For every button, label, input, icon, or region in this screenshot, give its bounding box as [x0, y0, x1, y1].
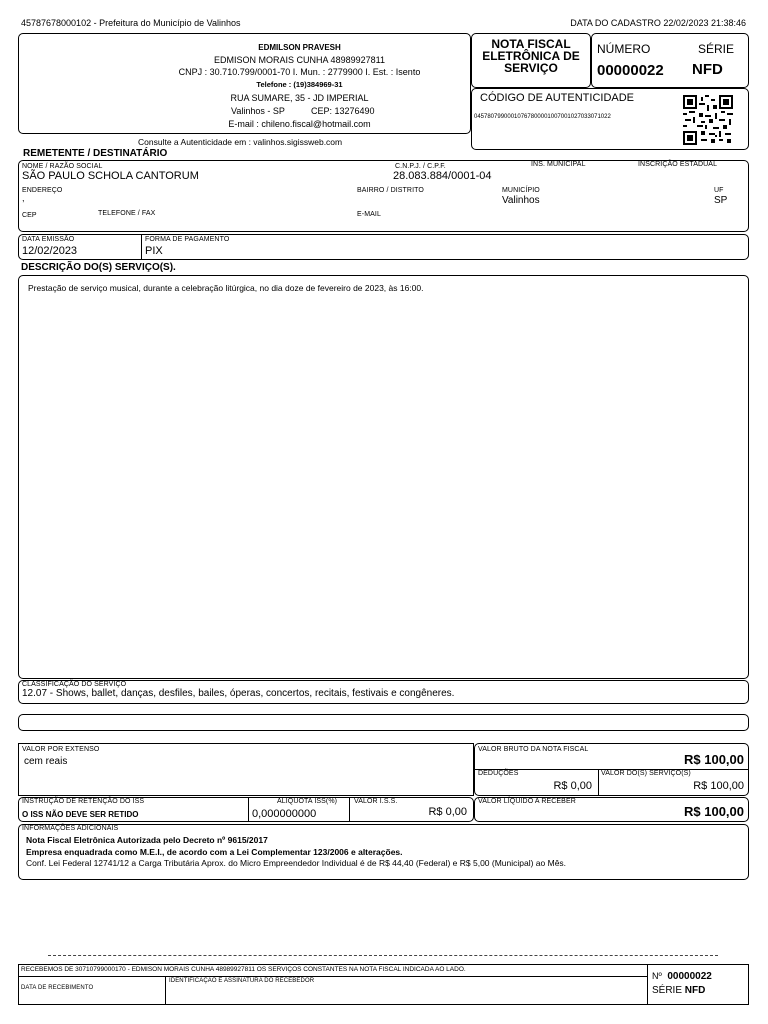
municipio-value: Valinhos [502, 195, 540, 206]
classificacao-value: 12.07 - Shows, ballet, danças, desfiles, bailes, óperas, concertos, recitais, festivais e congêneres. [22, 688, 455, 699]
issuer-name: EDMILSON PRAVESH [258, 43, 341, 52]
email-label: E-MAIL [357, 211, 381, 218]
top-right-text: DATA DO CADASTRO 22/02/2023 21:38:46 [570, 18, 746, 28]
retencao-value: O ISS NÃO DEVE SER RETIDO [22, 810, 139, 819]
valor-servicos-value: R$ 100,00 [693, 780, 744, 792]
receipt-ident-label: IDENTIFICAÇÃO E ASSINATURA DO RECEBEDOR [169, 978, 315, 984]
info-label: INFORMAÇÕES ADICIONAIS [22, 825, 119, 832]
nf-title: NOTA FISCAL ELETRÔNICA DE SERVIÇO [482, 37, 580, 75]
cnpj-label: C.N.P.J. / C.P.F. [395, 163, 446, 170]
auth-code: 04578079900010767800001007001027033071022 [474, 114, 611, 120]
forma-pagamento-label: FORMA DE PAGAMENTO [145, 236, 230, 243]
info-line3: Conf. Lei Federal 12741/12 a Carga Tributária Aprox. do Micro Empreendedor Individual é de R$ 44,40 (Federal) e R$ 5,00 (Municipal) ao Mês. [26, 858, 567, 868]
endereco-label: ENDEREÇO [22, 187, 63, 194]
aliquota-label: ALIQUOTA ISS(%) [277, 798, 338, 805]
emissao-box [18, 234, 749, 260]
classificacao-label: CLASSIFICAÇÃO DO SERVIÇO [22, 681, 127, 688]
numero-value: 00000022 [597, 62, 664, 79]
servicos-title: DESCRIÇÃO DO(S) SERVIÇO(S). [21, 262, 176, 273]
serie-value: NFD [692, 61, 723, 78]
receipt-no: Nº 00000022 [652, 971, 712, 982]
extenso-label: VALOR POR EXTENSO [22, 746, 100, 753]
municipio-label: MUNICÍPIO [502, 187, 540, 194]
auth-label: CÓDIGO DE AUTENTICIDADE [480, 92, 635, 104]
receipt-serie: SÉRIE NFD [652, 985, 706, 996]
deducoes-value: R$ 0,00 [553, 780, 592, 792]
uf-label: UF [714, 187, 724, 194]
bruto-value: R$ 100,00 [684, 752, 744, 767]
issuer-cep: CEP: 13276490 [311, 106, 375, 116]
issuer-phone: Telefone : (19)384969-31 [256, 80, 343, 89]
liquido-label: VALOR LÍQUIDO A RECEBER [478, 798, 576, 805]
uf-value: SP [714, 195, 728, 206]
liquido-value: R$ 100,00 [684, 804, 744, 819]
cep-label: CEP [22, 212, 37, 219]
ins-municipal-label: INS. MUNICIPAL [531, 161, 586, 168]
bairro-label: BAIRRO / DISTRITO [357, 187, 424, 194]
servico-description: Prestação de serviço musical, durante a celebração litúrgica, no dia doze de fevereiro de 2023, às 16:00. [28, 283, 424, 293]
extenso-value: cem reais [24, 756, 68, 767]
issuer-line3: CNPJ : 30.710.799/0001-70 I. Mun. : 2779900 I. Est. : Isento [178, 67, 421, 77]
endereco-value: , [22, 193, 25, 203]
valor-iss-label: VALOR I.S.S. [354, 798, 398, 805]
data-emissao-value: 12/02/2023 [22, 245, 78, 257]
info-line1: Nota Fiscal Eletrônica Autorizada pelo Decreto nº 9615/2017 [26, 835, 268, 845]
qr-code-icon [683, 95, 733, 145]
top-left-text: 45787678000102 - Prefeitura do Município de Valinhos [21, 18, 241, 28]
info-line2: Empresa enquadrada como M.E.I., de acordo com a Lei Complementar 123/2006 e alterações. [26, 847, 403, 857]
serie-label: SÉRIE [698, 42, 735, 56]
nome-value: SÃO PAULO SCHOLA CANTORUM [22, 170, 199, 182]
retencao-label: INSTRUÇÃO DE RETENÇÃO DO ISS [22, 798, 145, 805]
telefone-label: TELEFONE / FAX [98, 210, 156, 217]
issuer-address: RUA SUMARE, 35 - JD IMPERIAL [230, 93, 369, 103]
valor-servicos-label: VALOR DO(S) SERVIÇO(S) [601, 770, 691, 777]
receipt-data-label: DATA DE RECEBIMENTO [21, 985, 94, 991]
servicos-box [18, 275, 749, 679]
numero-label: NÚMERO [597, 42, 651, 56]
receipt-text: RECEBEMOS DE 30710799000170 - EDMISON MORAIS CUNHA 48989927811 OS SERVIÇOS CONSTANTES NA NOTA FISCAL INDICADA AO LADO. [21, 966, 466, 973]
remetente-title: REMETENTE / DESTINATÁRIO [23, 148, 168, 159]
issuer-email: E-mail : chileno.fiscal@hotmail.com [228, 119, 371, 129]
cnpj-value: 28.083.884/0001-04 [393, 170, 492, 182]
data-emissao-label: DATA EMISSÃO [22, 236, 75, 243]
valor-iss-value: R$ 0,00 [428, 806, 467, 818]
cut-line [48, 955, 718, 956]
deducoes-label: DEDUÇÕES [478, 770, 519, 777]
issuer-line2: EDMISON MORAIS CUNHA 48989927811 [214, 55, 385, 65]
bruto-label: VALOR BRUTO DA NOTA FISCAL [478, 746, 589, 753]
consult-text[interactable]: Consulte a Autenticidade em : valinhos.sigissweb.com [138, 137, 343, 147]
empty-box [18, 714, 749, 731]
forma-pagamento-value: PIX [145, 245, 163, 257]
issuer-city: Valinhos - SP [231, 106, 285, 116]
nome-label: NOME / RAZÃO SOCIAL [22, 163, 103, 170]
ins-estadual-label: INSCRIÇÃO ESTADUAL [638, 161, 718, 168]
aliquota-value: 0,000000000 [252, 808, 317, 820]
